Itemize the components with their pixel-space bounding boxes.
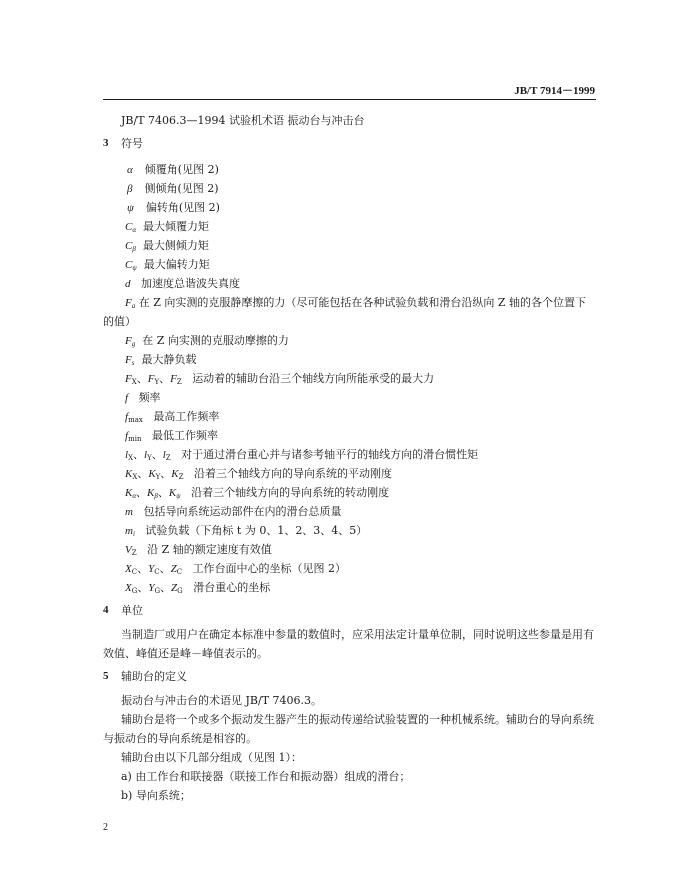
- symbol-fg-desc: 在 Z 向实测的克服动摩擦的力: [142, 334, 289, 347]
- symbol-fmax: $f_{max}$ 最高工作频率: [125, 410, 220, 424]
- reference-standard: JB/T 7406.3—1994 试验机术语 振动台与冲击台: [121, 114, 365, 127]
- symbol-vz: $V_Z$ 沿 Z 轴的额定速度有效值: [125, 543, 272, 557]
- symbol-lxyz: $l_X$、$l_Y$、$l_Z$ 对于通过滑台重心并与诸参考轴平行的轴线方向的滑台惯性矩: [125, 448, 479, 462]
- symbol-m: m 包括导向系统运动部件在内的滑台总质量: [125, 505, 342, 518]
- section-4-para-line-2: 效值、峰值还是峰－峰值表示的。: [103, 647, 268, 660]
- symbol-xc: $X_C$、$Y_C$、$Z_C$ 工作台面中心的坐标（见图 2）: [125, 562, 347, 576]
- standard-code-header: JB/T 7914－1999: [514, 85, 595, 97]
- symbol-c-beta-desc: 最大侧倾力矩: [142, 239, 209, 252]
- section-5-para-3: 辅助台由以下几部分组成（见图 1）：: [121, 751, 302, 764]
- symbol-mi: $m_i$ 试验负载（下角标 t 为 0、1、2、3、4、5）: [125, 524, 368, 538]
- symbol-fg: $F_g$ 在 Z 向实测的克服动摩擦的力: [125, 334, 289, 348]
- symbol-alpha-desc: 倾覆角(见图 2): [144, 163, 219, 176]
- section-4-para-line-1: 当制造厂或用户在确定本标准中参量的数值时，应采用法定计量单位制，同时说明这些参量是用有: [121, 628, 594, 641]
- section-4-number: 4: [103, 604, 109, 616]
- header-rule: [103, 99, 596, 100]
- symbol-c-alpha-desc: 最大倾覆力矩: [143, 220, 210, 233]
- section-5-para-2-line-2: 与振动台的导向系统是相容的。: [103, 732, 257, 745]
- page-number: 2: [103, 822, 108, 833]
- symbol-c-alpha: $C_\alpha$ 最大倾覆力矩: [125, 220, 210, 234]
- symbol-kabp-desc: 沿着三个轴线方向的导向系统的转动刚度: [191, 486, 390, 499]
- symbol-xg-desc: 滑台重心的坐标: [193, 581, 271, 594]
- symbol-kxyz: $K_X$、$K_Y$、$K_Z$ 沿着三个轴线方向的导向系统的平动刚度: [125, 467, 393, 481]
- symbol-alpha: α 倾覆角(见图 2): [127, 163, 219, 176]
- symbol-fxyz: $F_X$、$F_Y$、$F_Z$ 运动着的辅助台沿三个轴线方向所能承受的最大力: [125, 372, 435, 386]
- symbol-kabp: $K_\alpha$、$K_\beta$、$K_\psi$ 沿着三个轴线方向的导向系统的转动刚度: [125, 486, 390, 500]
- symbol-m-desc: 包括导向系统运动部件在内的滑台总质量: [143, 505, 342, 518]
- list-item-a: a) 由工作台和联接器（联接工作台和振动器）组成的滑台；: [121, 770, 411, 783]
- symbol-c-psi: $C_\psi$ 最大偏转力矩: [125, 258, 210, 272]
- section-4-title: 单位: [121, 604, 143, 617]
- symbol-psi-desc: 偏转角(见图 2): [145, 201, 220, 214]
- symbol-xc-desc: 工作台面中心的坐标（见图 2）: [192, 562, 347, 575]
- symbol-f: f 频率: [125, 391, 161, 404]
- symbol-fmin: $f_{min}$ 最低工作频率: [125, 429, 218, 443]
- symbol-d-desc: 加速度总谐波失真度: [141, 277, 240, 290]
- section-5-title: 辅助台的定义: [121, 670, 187, 683]
- symbol-lxyz-desc: 对于通过滑台重心并与诸参考轴平行的轴线方向的滑台惯性矩: [181, 448, 479, 461]
- section-3-number: 3: [103, 137, 109, 149]
- symbol-fs: $F_s$ 最大静负载: [125, 353, 197, 367]
- section-5-number: 5: [103, 670, 109, 682]
- symbol-fs-desc: 最大静负载: [141, 353, 197, 366]
- symbol-fmax-desc: 最高工作频率: [153, 410, 220, 423]
- symbol-fmin-desc: 最低工作频率: [151, 429, 218, 442]
- symbol-f-desc: 频率: [138, 391, 161, 404]
- symbol-d: d 加速度总谐波失真度: [125, 277, 240, 290]
- symbol-fa-desc-1: 在 Z 向实测的克服静摩擦的力（尽可能包括在各种试验负载和滑台沿纵向 Z 轴的各个位置下: [138, 296, 587, 309]
- section-3-title: 符号: [121, 137, 143, 150]
- symbol-fxyz-desc: 运动着的辅助台沿三个轴线方向所能承受的最大力: [192, 372, 435, 385]
- section-5-para-1: 振动台与冲击台的术语见 JB/T 7406.3。: [121, 694, 323, 707]
- symbol-fa-cont: 的值）: [103, 315, 136, 328]
- symbol-c-beta: $C_\beta$ 最大侧倾力矩: [125, 239, 209, 253]
- symbol-c-psi-desc: 最大偏转力矩: [143, 258, 210, 271]
- symbol-psi: ψ 偏转角(见图 2): [127, 201, 220, 214]
- symbol-vz-desc: 沿 Z 轴的额定速度有效值: [147, 543, 272, 556]
- list-item-b: b) 导向系统；: [121, 789, 191, 802]
- symbol-kxyz-desc: 沿着三个轴线方向的导向系统的平动刚度: [194, 467, 393, 480]
- section-5-para-2-line-1: 辅助台是将一个或多个振动发生器产生的振动传递给试验装置的一种机械系统。辅助台的导向系统: [121, 713, 594, 726]
- symbol-beta-desc: 侧倾角(见图 2): [144, 182, 219, 195]
- symbol-mi-desc: 试验负载（下角标 t 为 0、1、2、3、4、5）: [145, 524, 368, 537]
- symbol-xg: $X_G$、$Y_G$、$Z_G$ 滑台重心的坐标: [125, 581, 271, 595]
- symbol-beta: β 侧倾角(见图 2): [127, 182, 219, 195]
- symbol-fa: $F_a$ 在 Z 向实测的克服静摩擦的力（尽可能包括在各种试验负载和滑台沿纵向 Z 轴的各个位置下: [125, 296, 587, 310]
